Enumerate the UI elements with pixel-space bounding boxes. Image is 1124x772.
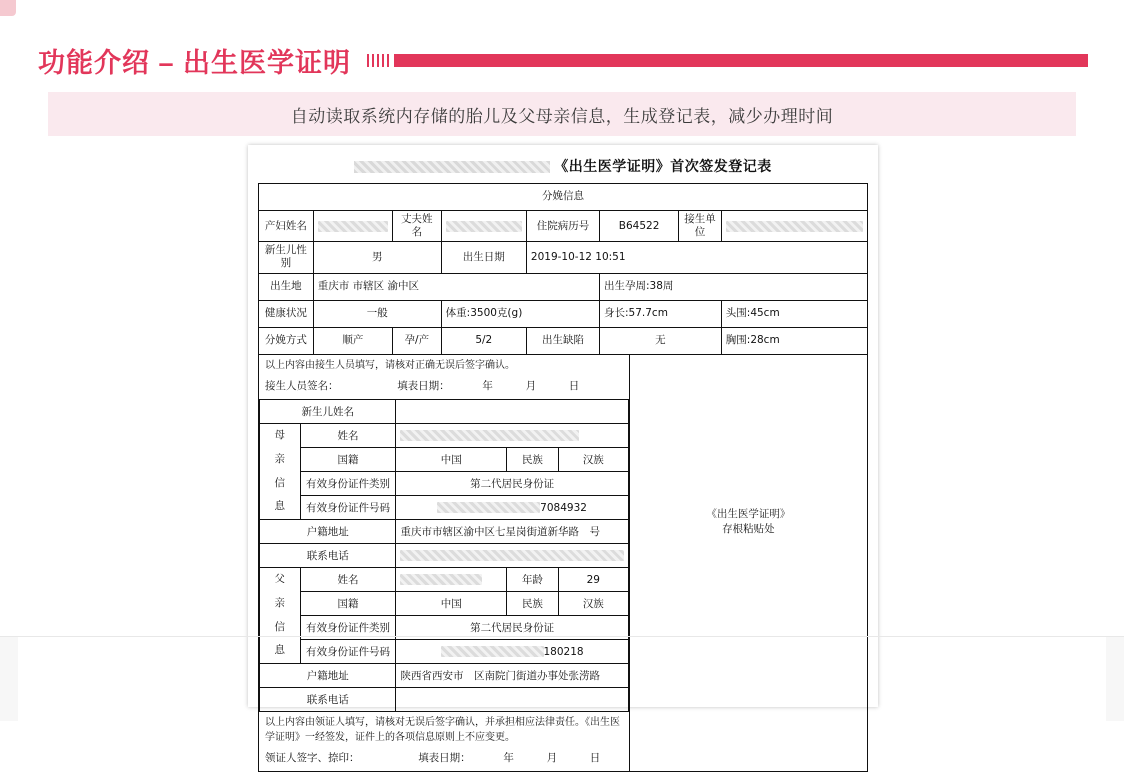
- value-mother-id-no-text: 7084932: [540, 502, 587, 514]
- table-row: [259, 211, 868, 242]
- lower-section: [258, 355, 868, 772]
- value-record-no: B64522: [600, 211, 679, 242]
- value-mother-ethnicity: 汉族: [558, 448, 628, 472]
- midwife-note: 以上内容由接生人员填写，请核对正确无误后签字确认。: [259, 355, 629, 376]
- label-husband-name: 丈夫姓名: [392, 211, 441, 242]
- value-father-id-no-text: 180218: [544, 646, 584, 658]
- table-row: [260, 640, 629, 664]
- label-mother-id-type: 有效身份证件类别: [300, 472, 396, 496]
- corner-decoration: [0, 0, 16, 16]
- section-header-delivery: 分娩信息: [259, 184, 868, 211]
- value-father-household: 陕西省西安市 区南院门街道办事处张涝路: [396, 664, 628, 688]
- footer-note: 以上内容由领证人填写，请核对无误后签字确认，并承担相应法律责任。《出生医学证明》一经签发，证件上的各项信息原则上不应变更。: [259, 712, 629, 747]
- label-father-age: 年龄: [507, 568, 559, 592]
- label-newborn-sex: 新生儿性别: [259, 242, 314, 273]
- value-head-circumference: 头围:45cm: [721, 300, 867, 327]
- footer-day-label: 日: [590, 752, 601, 764]
- table-row: [260, 496, 629, 520]
- form-title-text: 《出生医学证明》首次签发登记表: [554, 159, 772, 175]
- value-father-phone: [396, 688, 628, 712]
- redaction-smudge: [400, 430, 579, 441]
- father-side-label-4: 息: [260, 640, 301, 664]
- value-mother-household: 重庆市市辖区渝中区七星岗街道新华路 号: [396, 520, 628, 544]
- table-row: [260, 400, 629, 424]
- certificate-stub-area: [630, 355, 867, 772]
- delivery-info-table: [258, 183, 868, 355]
- mother-side-label-4: 息: [260, 496, 301, 520]
- father-side-label-2: 亲: [260, 592, 301, 616]
- value-gestation-weeks: 出生孕周:38周: [600, 273, 868, 300]
- value-mother-name-2: [396, 424, 628, 448]
- label-midwife-unit: 接生单位: [679, 211, 722, 242]
- value-father-ethnicity: 汉族: [558, 592, 628, 616]
- value-father-age: 29: [558, 568, 628, 592]
- form-title: [258, 153, 868, 183]
- label-father-name: 姓名: [300, 568, 396, 592]
- redaction-smudge: [446, 221, 522, 232]
- value-gravidity: 5/2: [441, 327, 526, 354]
- label-father-ethnicity: 民族: [507, 592, 559, 616]
- month-label: 月: [526, 380, 537, 392]
- parents-info-table: [259, 399, 629, 712]
- day-label: 日: [569, 380, 580, 392]
- value-health-status: 一般: [313, 300, 441, 327]
- table-row: [259, 300, 868, 327]
- table-row: [260, 424, 629, 448]
- mother-side-label-2: 亲: [260, 448, 301, 472]
- title-row: [38, 38, 1088, 82]
- table-row: [260, 544, 629, 568]
- value-length: 身长:57.7cm: [600, 300, 722, 327]
- value-birth-defect: 无: [600, 327, 722, 354]
- table-row: [260, 520, 629, 544]
- value-mother-id-type: 第二代居民身份证: [396, 472, 628, 496]
- table-row: [259, 184, 868, 211]
- label-mother-nationality: 国籍: [300, 448, 396, 472]
- footer-sign-label: 领证人签字、捺印：: [265, 752, 360, 764]
- label-mother-name: 产妇姓名: [259, 211, 314, 242]
- label-father-household: 户籍地址: [260, 664, 396, 688]
- title-ticks-decoration: [367, 54, 392, 67]
- year-label: 年: [482, 380, 493, 392]
- footer-divider: [0, 636, 1124, 637]
- table-row: [259, 273, 868, 300]
- table-row: [260, 568, 629, 592]
- label-father-phone: 联系电话: [260, 688, 396, 712]
- label-birth-date: 出生日期: [441, 242, 526, 273]
- label-mother-household: 户籍地址: [260, 520, 396, 544]
- page-title: 功能介绍 – 出生医学证明: [38, 41, 351, 80]
- table-row: [259, 242, 868, 273]
- footer-sign-line: [259, 747, 629, 771]
- value-delivery-mode: 顺产: [313, 327, 392, 354]
- mother-side-label-1: 母: [260, 424, 301, 448]
- redaction-smudge: [400, 550, 623, 561]
- value-newborn-sex: 男: [313, 242, 441, 273]
- table-row: [260, 592, 629, 616]
- birth-certificate-form: [248, 145, 878, 707]
- midwife-sign-line: [259, 375, 629, 399]
- label-mother-id-no: 有效身份证件号码: [300, 496, 396, 520]
- value-father-id-type: 第二代居民身份证: [396, 616, 628, 640]
- value-mother-id-no: [396, 496, 628, 520]
- label-mother-name-2: 姓名: [300, 424, 396, 448]
- redaction-smudge-title: [354, 161, 550, 173]
- midwife-sign-label: 接生人员签名：: [265, 380, 339, 392]
- fill-date-label: 填表日期：: [397, 380, 450, 392]
- table-row: [259, 327, 868, 354]
- title-bar-decoration: [394, 54, 1088, 67]
- label-delivery-mode: 分娩方式: [259, 327, 314, 354]
- subtitle-band: [48, 92, 1076, 136]
- value-mother-name: [313, 211, 392, 242]
- label-health-status: 健康状况: [259, 300, 314, 327]
- father-side-label-3: 信: [260, 616, 301, 640]
- father-side-label-1: 父: [260, 568, 301, 592]
- stub-text-line2: 存根粘贴处: [630, 522, 867, 538]
- label-father-nationality: 国籍: [300, 592, 396, 616]
- footer-fill-date-label: 填表日期：: [418, 752, 471, 764]
- lower-left-form: [259, 355, 630, 772]
- value-birth-date: 2019-10-12 10:51: [526, 242, 867, 273]
- label-newborn-name: 新生儿姓名: [260, 400, 396, 424]
- value-father-nationality: 中国: [396, 592, 507, 616]
- label-father-id-no: 有效身份证件号码: [300, 640, 396, 664]
- value-newborn-name: [396, 400, 628, 424]
- label-mother-ethnicity: 民族: [507, 448, 559, 472]
- value-mother-phone: [396, 544, 628, 568]
- value-mother-nationality: 中国: [396, 448, 507, 472]
- label-record-no: 住院病历号: [526, 211, 599, 242]
- value-birth-place: 重庆市 市辖区 渝中区: [313, 273, 599, 300]
- label-birth-place: 出生地: [259, 273, 314, 300]
- label-gravidity: 孕/产: [392, 327, 441, 354]
- footer-month-label: 月: [547, 752, 558, 764]
- value-father-name: [396, 568, 507, 592]
- footer-right-block: [1106, 637, 1124, 721]
- redaction-smudge: [400, 574, 481, 585]
- value-father-id-no: [396, 640, 628, 664]
- label-father-id-type: 有效身份证件类别: [300, 616, 396, 640]
- stub-text-line1: 《出生医学证明》: [630, 507, 867, 523]
- subtitle-text: 自动读取系统内存储的胎儿及父母亲信息，生成登记表，减少办理时间: [291, 102, 834, 127]
- footer-year-label: 年: [503, 752, 514, 764]
- table-row: [260, 664, 629, 688]
- label-birth-defect: 出生缺陷: [526, 327, 599, 354]
- redaction-smudge: [318, 221, 388, 232]
- value-midwife-unit: [721, 211, 867, 242]
- table-row: [260, 448, 629, 472]
- value-chest-circumference: 胸围:28cm: [721, 327, 867, 354]
- value-husband-name: [441, 211, 526, 242]
- redaction-smudge: [726, 221, 863, 232]
- footer-left-block: [0, 637, 18, 721]
- table-row: [260, 472, 629, 496]
- value-weight: 体重:3500克(g): [441, 300, 599, 327]
- mother-side-label-3: 信: [260, 472, 301, 496]
- stub-text: [630, 507, 867, 539]
- table-row: [260, 688, 629, 712]
- label-mother-phone: 联系电话: [260, 544, 396, 568]
